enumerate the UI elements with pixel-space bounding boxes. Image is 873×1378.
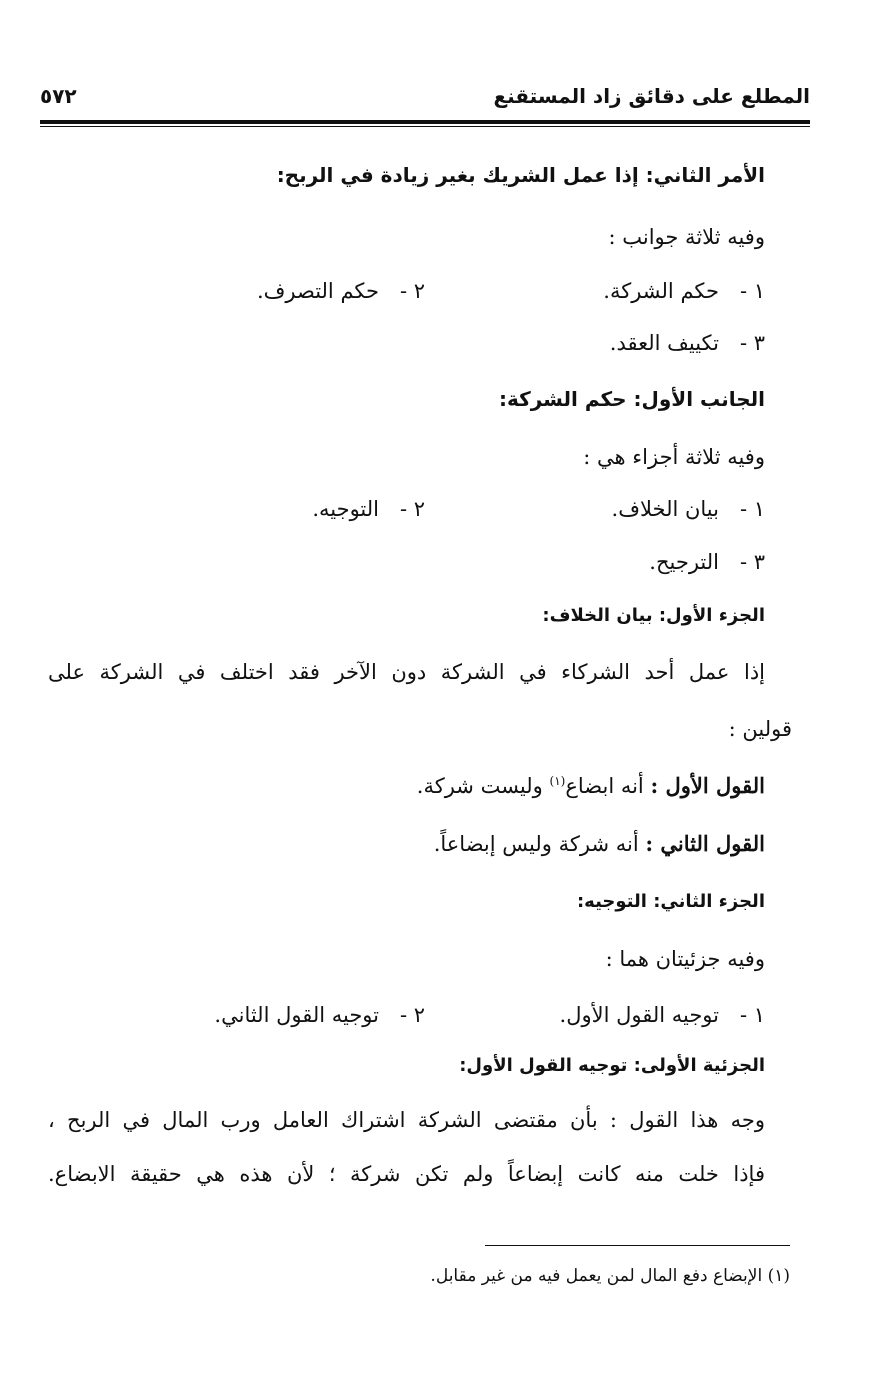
list-item: ١ -توجيه القول الأول. (559, 1003, 765, 1027)
subparts-intro: وفيه جزئيتان هما : (605, 947, 765, 971)
list-item: ٢ -توجيه القول الثاني. (214, 1003, 425, 1027)
parts-intro: وفيه ثلاثة أجزاء هي : (583, 445, 765, 469)
footnote: (١) الإبضاع دفع المال لمن يعمل فيه من غير مقابل. (430, 1266, 790, 1286)
paragraph-line: فإذا خلت منه كانت إبضاعاً ولم تكن شركة ؛ لأن هذه هي حقيقة الابضاع. (48, 1162, 765, 1186)
main-heading: الأمر الثاني: إذا عمل الشريك بغير زيادة في الربح: (276, 163, 765, 187)
opinion-text: أنه ابضاع (565, 774, 644, 798)
list-item: ٢ -حكم التصرف. (256, 279, 425, 303)
opinion-label: القول الثاني : (645, 831, 765, 856)
list-item: ٣ -الترجيح. (649, 550, 765, 574)
paragraph-line: وجه هذا القول : بأن مقتضى الشركة اشتراك العامل ورب المال في الربح ، (48, 1108, 765, 1132)
paragraph-line: قولين : (728, 717, 792, 741)
part1-heading: الجزء الأول: بيان الخلاف: (542, 605, 765, 626)
opinion-label: القول الأول : (650, 773, 765, 798)
page-number: ٥٧٢ (40, 84, 77, 108)
opinion-text: وليست شركة. (416, 774, 543, 798)
list-item: ١ -بيان الخلاف. (611, 497, 765, 521)
footnote-separator (485, 1245, 790, 1246)
opinion-text: أنه شركة وليس إبضاعاً. (433, 832, 639, 856)
list-item: ١ -حكم الشركة. (603, 279, 765, 303)
subpart1-heading: الجزئية الأولى: توجيه القول الأول: (459, 1055, 765, 1076)
opinion-2 (434, 831, 765, 856)
footnote-ref[interactable]: (١) (549, 774, 566, 788)
header-rule (40, 120, 810, 127)
book-title: المطلع على دقائق زاد المستقنع (493, 84, 810, 108)
list-item: ٢ -التوجيه. (312, 497, 425, 521)
list-item: ٣ -تكييف العقد. (609, 331, 765, 355)
running-header (40, 78, 810, 118)
aspect1-heading: الجانب الأول: حكم الشركة: (498, 387, 765, 411)
aspects-intro: وفيه ثلاثة جوانب : (608, 225, 765, 249)
paragraph-line: إذا عمل أحد الشركاء في الشركة دون الآخر فقد اختلف في الشركة على (48, 660, 765, 684)
part2-heading: الجزء الثاني: التوجيه: (576, 891, 765, 912)
opinion-1 (417, 773, 765, 798)
